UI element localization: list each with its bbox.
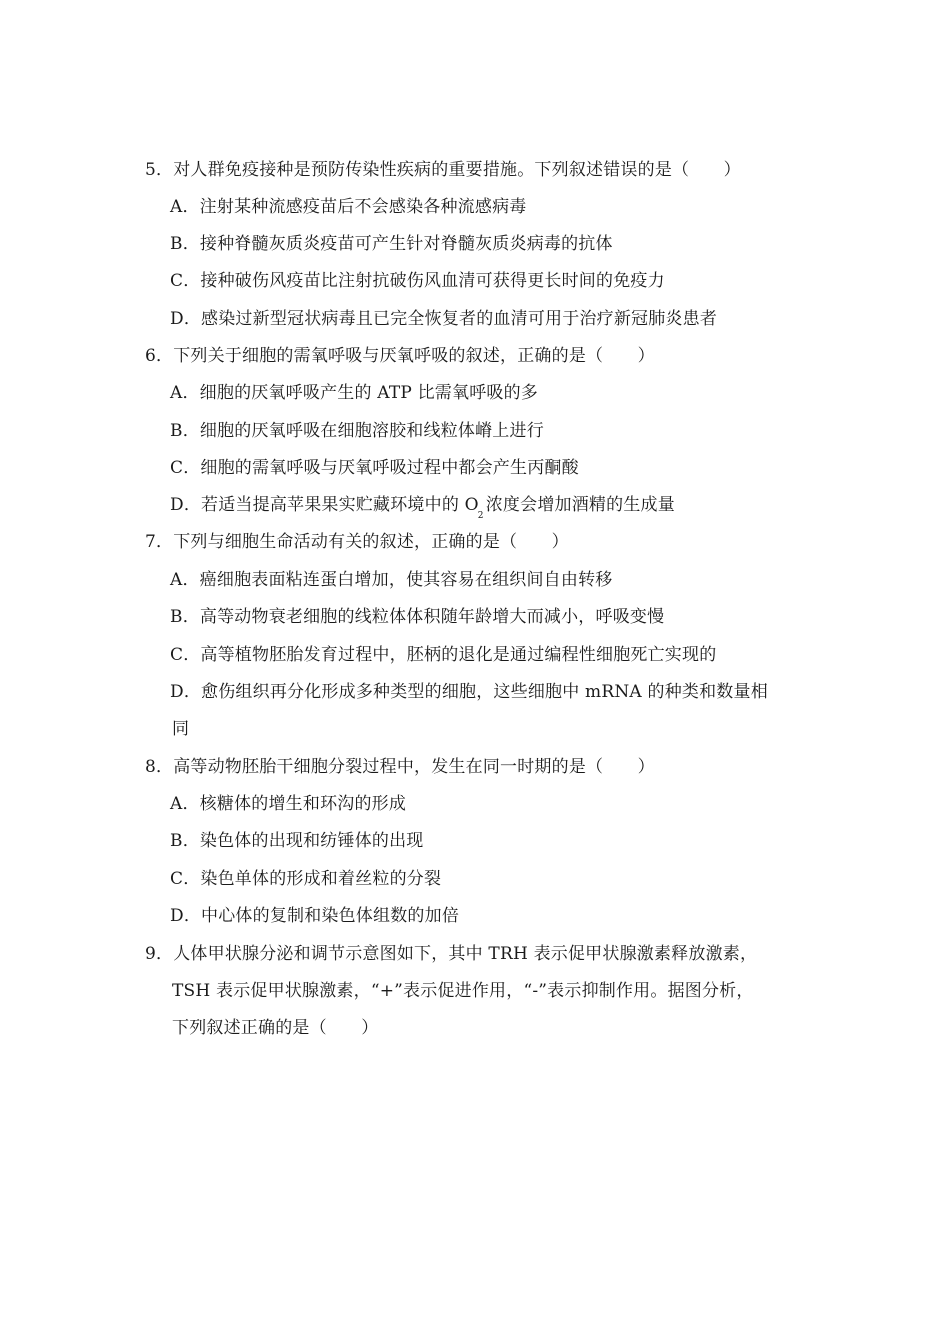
question-7-stem: 7．下列与细胞生命活动有关的叙述，正确的是（ ） [145,532,569,552]
question-7-option-b: B．高等动物衰老细胞的线粒体体积随年龄增大而减小，呼吸变慢 [170,607,665,627]
question-5-stem: 5．对人群免疫接种是预防传染性疾病的重要措施。下列叙述错误的是（ ） [145,160,741,180]
question-7-option-d-continuation: 同 [172,719,190,739]
question-9-stem: 9．人体甲状腺分泌和调节示意图如下，其中 TRH 表示促甲状腺激素释放激素， [145,944,758,964]
question-7-option-d: D．愈伤组织再分化形成多种类型的细胞，这些细胞中 mRNA 的种类和数量相 [170,682,768,702]
question-7-option-c: C．高等植物胚胎发育过程中，胚柄的退化是通过编程性细胞死亡实现的 [170,645,717,665]
question-8-option-a: A．核糖体的增生和环沟的形成 [170,794,407,814]
question-6-option-d [170,494,675,519]
question-6-option-d-text-before: D．若适当提高苹果果实贮藏环境中的 O [170,495,479,515]
question-6-stem: 6．下列关于细胞的需氧呼吸与厌氧呼吸的叙述，正确的是（ ） [145,346,655,366]
question-6-option-c: C．细胞的需氧呼吸与厌氧呼吸过程中都会产生丙酮酸 [170,458,579,478]
question-8-option-b: B．染色体的出现和纺锤体的出现 [170,831,424,851]
question-7-option-a: A．癌细胞表面粘连蛋白增加，使其容易在组织间自由转移 [170,570,613,590]
question-5-option-b: B．接种脊髓灰质炎疫苗可产生针对脊髓灰质炎病毒的抗体 [170,234,613,254]
question-6-option-d-text-after: 浓度会增加酒精的生成量 [485,495,675,515]
question-9-stem-line-2: TSH 表示促甲状腺激素，“+”表示促进作用，“-”表示抑制作用。据图分析， [172,981,754,1001]
question-6-option-b: B．细胞的厌氧呼吸在细胞溶胶和线粒体嵴上进行 [170,421,544,441]
question-9-stem-line-3: 下列叙述正确的是（ ） [172,1018,379,1038]
oxygen-subscript: 2 [477,511,484,521]
question-6-option-a: A．细胞的厌氧呼吸产生的 ATP 比需氧呼吸的多 [170,383,539,403]
question-8-option-c: C．染色单体的形成和着丝粒的分裂 [170,869,442,889]
question-8-stem: 8．高等动物胚胎干细胞分裂过程中，发生在同一时期的是（ ） [145,757,655,777]
question-5-option-a: A．注射某种流感疫苗后不会感染各种流感病毒 [170,197,527,217]
question-5-option-c: C．接种破伤风疫苗比注射抗破伤风血清可获得更长时间的免疫力 [170,271,665,291]
question-8-option-d: D．中心体的复制和染色体组数的加倍 [170,906,460,926]
question-5-option-d: D．感染过新型冠状病毒且已完全恢复者的血清可用于治疗新冠肺炎患者 [170,309,718,329]
